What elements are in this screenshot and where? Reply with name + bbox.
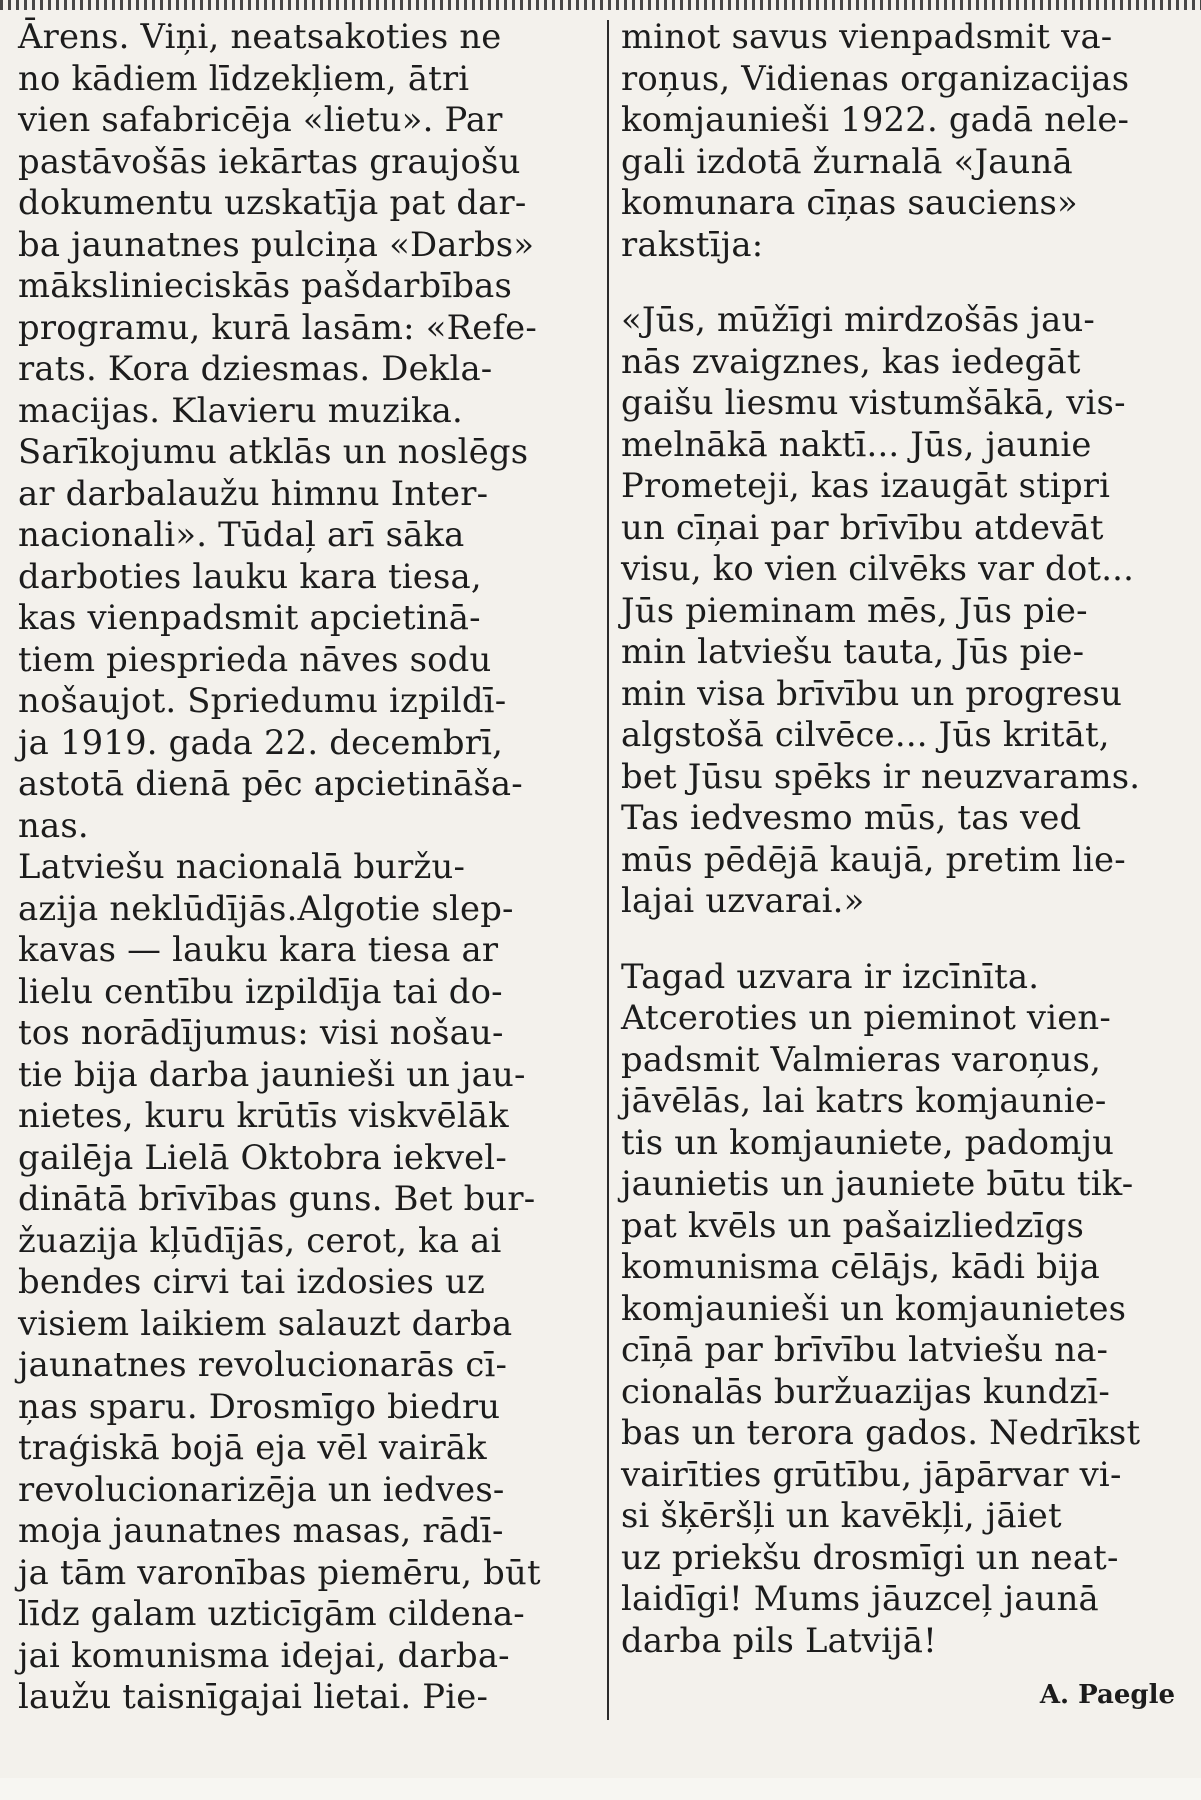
paragraph-text: minot savus vienpadsmit va- roņus, Vidienas organizacijas komjaunieši 1922. gadā nele- gali izdotā žurnalā «Jaunā komunara cīņas sauciens» rakstīja:: [621, 17, 1130, 264]
top-border-rule: [0, 0, 1201, 10]
left-column: [18, 16, 593, 1718]
right-column: [621, 16, 1183, 1711]
author-signature: A. Paegle: [1039, 1680, 1175, 1710]
column-divider: [607, 20, 609, 1720]
paragraph-text: Ārens. Viņi, neatsakoties ne no kādiem līdzekļiem, ātri vien safabricēja «lietu». Par pastāvošās iekārtas graujošu dokumentu uzskatīja pat dar- ba jaunatnes pulciņa «Darbs» mākslinieciskās pašdarbības programu, kurā lasām: «Refe- rats. Kora dziesmas. Dekla- macijas. Klavieru muzika. Sarīkojumu atklās un noslēgs ar darbalaužu himnu Inter- nacionali». Tūdaļ arī sāka darboties lauku kara tiesa, kas vienpadsmit apcietinā- tiem piesprieda nāves sodu nošaujot. Spriedumu izpildī- ja 1919. gada 22. decembrī, astotā dienā pēc apcietināša- nas.: [18, 17, 537, 845]
newspaper-page: [18, 16, 1183, 1776]
paragraph-text: «Jūs, mūžīgi mirdzošās jau- nās zvaigznes, kas iedegāt gaišu liesmu vistumšākā, vis- melnākā naktī... Jūs, jaunie Prometeji, kas izaugāt stipri un cīņai par brīvību atdevāt visu, ko vien cilvēks var dot... Jūs pieminam mēs, Jūs pie- min latviešu tauta, Jūs pie- min visa brīvību un progresu algstošā cilvēce... Jūs kritāt, bet Jūsu spēks ir neuzvarams. Tas iedvesmo mūs, tas ved mūs pēdējā kaujā, pretim lie- lajai uzvarai.»: [621, 300, 1141, 920]
left-paragraph-1: [18, 16, 593, 846]
paragraph-text: Tagad uzvara ir izcīnīta. Atceroties un pieminot vien- padsmit Valmieras varoņus, jāvēlās, lai katrs komjaunie- tis un komjauniete, padomju jaunietis un jauniete būtu tik- pat kvēls un pašaizliedzīgs komunisma cēlājs, kādi bija komjaunieši un komjaunietes cīņā par brīvību latviešu na- cionalās buržuazijas kundzī- bas un terora gados. Nedrīkst vairīties grūtību, jāpārvar vi- si šķēršļi un kavēkļi, jāiet uz priekšu drosmīgi un neat- laidīgi! Mums jāuzceļ jaunā darba pils Latvijā!: [621, 956, 1141, 1660]
right-paragraph-3: [621, 956, 1183, 1662]
paragraph-text: Latviešu nacionalā buržu- azija neklūdījās.Algotie slep- kavas — lauku kara tiesa ar lielu centību izpildīja tai do- tos norādījumus: visi nošau- tie bija darba jaunieši un jau- nietes, kuru krūtīs viskvēlāk gailēja Lielā Oktobra iekvel- dinātā brīvības guns. Bet bur- žuazija kļūdījās, cerot, ka ai bendes cirvi tai izdosies uz visiem laikiem salauzt darba jaunatnes revolucionarās cī- ņas sparu. Drosmīgo biedru traģiskā bojā eja vēl vairāk revolucionarizēja un iedves- moja jaunatnes masas, rādī- ja tām varonības piemēru, būt līdz galam uzticīgām cildena- jai komunisma idejai, darba- laužu taisnīgajai lietai. Pie-: [18, 847, 541, 1716]
paragraph-spacer: [621, 265, 1183, 299]
page-bottom-margin: [0, 1778, 1201, 1800]
left-paragraph-2: [18, 846, 593, 1718]
paragraph-spacer: [621, 922, 1183, 956]
right-paragraph-1: [621, 16, 1183, 265]
right-paragraph-2-quote: [621, 299, 1183, 922]
